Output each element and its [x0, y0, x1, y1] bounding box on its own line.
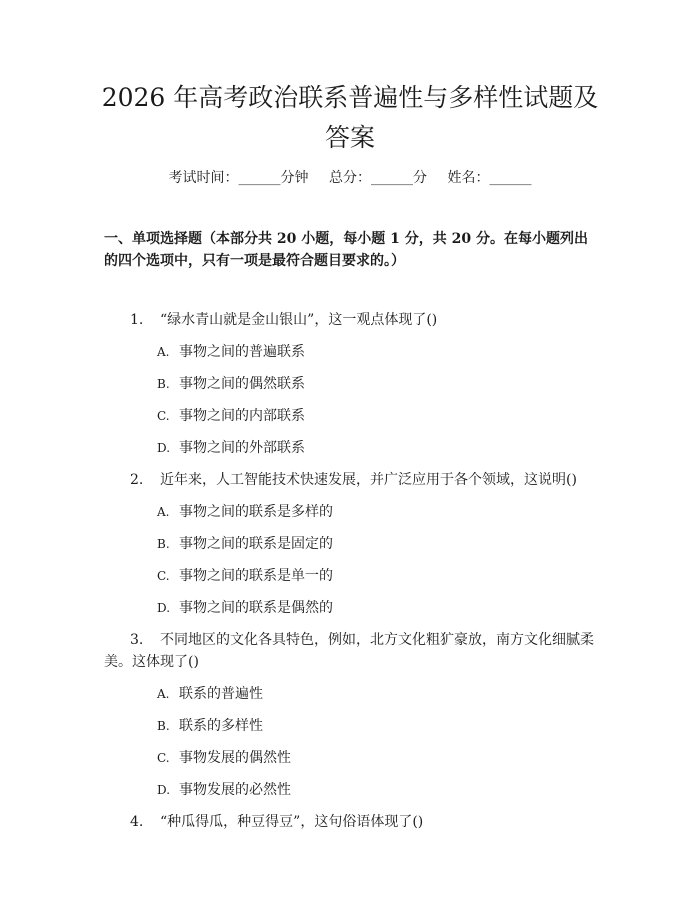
exam-time: 考试时间：______分钟 — [168, 170, 309, 186]
option — [157, 779, 597, 801]
option-letter: C. — [157, 569, 170, 583]
option-text: 事物之间的外部联系 — [179, 440, 305, 456]
option-letter: A. — [157, 687, 170, 701]
question-number: 3. — [130, 632, 144, 648]
question-2 — [104, 469, 596, 491]
option — [157, 373, 597, 395]
option — [157, 565, 597, 587]
question-1 — [104, 309, 596, 331]
option-letter: D. — [157, 441, 171, 455]
option-letter: A. — [157, 505, 170, 519]
question-number: 1. — [130, 312, 144, 328]
exam-score: 总分：______分 — [329, 170, 427, 186]
option — [157, 501, 597, 523]
option-letter: C. — [157, 409, 170, 423]
question-3 — [104, 629, 596, 673]
option-text: 事物之间的联系是多样的 — [179, 504, 333, 520]
option — [157, 715, 597, 737]
option-text: 联系的多样性 — [179, 718, 263, 734]
option-letter: B. — [157, 537, 170, 551]
exam-title: 2026 年高考政治联系普遍性与多样性试题及答案 — [101, 83, 599, 152]
option — [157, 533, 597, 555]
section-heading: 一、单项选择题（本部分共 20 小题，每小题 1 分，共 20 分。在每小题列出的四个选项中，只有一项是最符合题目要求的。） — [104, 231, 588, 269]
option — [157, 747, 597, 769]
question-number: 2. — [130, 472, 144, 488]
option-letter: B. — [157, 719, 170, 733]
question-text: “绿水青山就是金山银山”，这一观点体现了() — [160, 312, 438, 328]
option-text: 事物之间的偶然联系 — [179, 376, 305, 392]
option-letter: C. — [157, 751, 170, 765]
option-text: 事物发展的偶然性 — [179, 750, 291, 766]
option-letter: D. — [157, 601, 171, 615]
option-text: 事物之间的普遍联系 — [179, 344, 305, 360]
question-4 — [104, 811, 596, 833]
option — [157, 683, 597, 705]
question-text: 近年来，人工智能技术快速发展，并广泛应用于各个领域，这说明() — [160, 472, 577, 488]
question-text: 不同地区的文化各具特色，例如，北方文化粗犷豪放，南方文化细腻柔美。这体现了() — [104, 632, 594, 670]
option-text: 事物之间的联系是偶然的 — [179, 600, 333, 616]
option — [157, 437, 597, 459]
option-letter: B. — [157, 377, 170, 391]
option-text: 事物之间的联系是单一的 — [179, 568, 333, 584]
option — [157, 405, 597, 427]
option — [157, 341, 597, 363]
question-number: 4. — [130, 814, 144, 830]
option — [157, 597, 597, 619]
option-text: 事物之间的内部联系 — [179, 408, 305, 424]
exam-name: 姓名：______ — [447, 170, 532, 186]
option-text: 联系的普遍性 — [179, 686, 263, 702]
option-text: 事物发展的必然性 — [179, 782, 291, 798]
question-text: “种瓜得瓜，种豆得豆”，这句俗语体现了() — [160, 814, 424, 830]
option-text: 事物之间的联系是固定的 — [179, 536, 333, 552]
exam-meta — [0, 168, 700, 188]
option-letter: D. — [157, 783, 171, 797]
option-letter: A. — [157, 345, 170, 359]
